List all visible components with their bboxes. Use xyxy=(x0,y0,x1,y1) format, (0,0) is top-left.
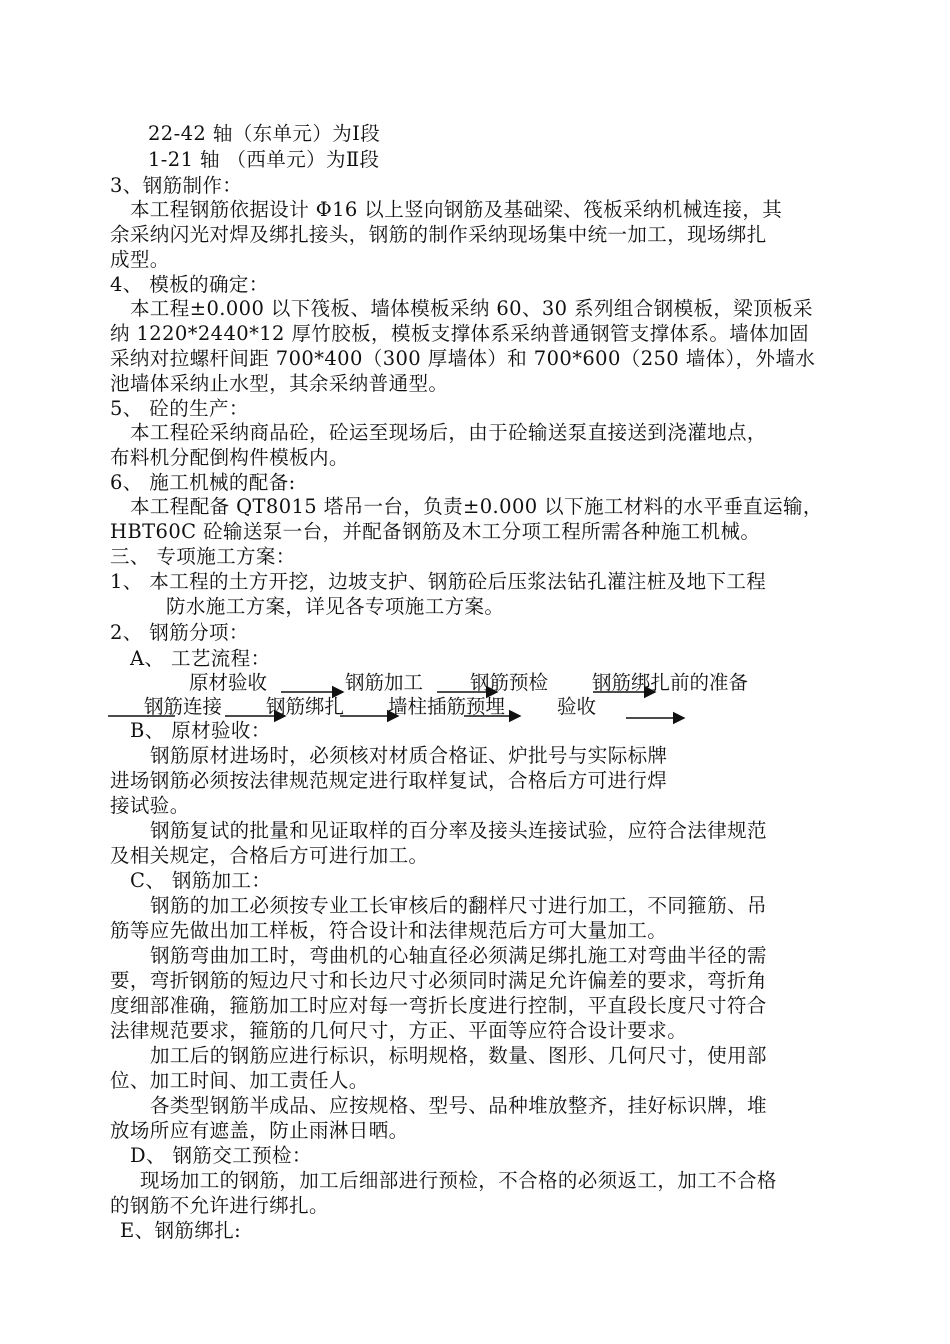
text-line: HBT60C 砼输送泵一台，并配备钢筋及木工分项工程所需各种施工机械。 xyxy=(110,520,761,543)
section-heading: 2、 钢筋分项： xyxy=(110,621,249,644)
text-line: 钢筋的加工必须按专业工长审核后的翻样尺寸进行加工，不同箍筋、吊 xyxy=(150,894,767,917)
flow-step-acceptance: 验收 xyxy=(557,695,597,718)
text-line: 钢筋复试的批量和见证取样的百分率及接头连接试验，应符合法律规范 xyxy=(150,819,767,842)
text-line: 余采纳闪光对焊及绑扎接头，钢筋的制作采纳现场集中统一加工，现场绑扎 xyxy=(110,223,767,246)
text-line: 钢筋弯曲加工时，弯曲机的心轴直径必须满足绑扎施工对弯曲半径的需 xyxy=(150,944,767,967)
flow-step-rebar-precheck: 钢筋预检 xyxy=(470,671,549,694)
text-line: 钢筋原材进场时，必须核对材质合格证、炉批号与实际标牌 xyxy=(150,744,668,767)
text-line: 要，弯折钢筋的短边尺寸和长边尺寸必须同时满足允许偏差的要求，弯折角 xyxy=(110,969,767,992)
section-heading: 3、钢筋制作： xyxy=(110,174,243,197)
flow-step-prep-before-binding: 钢筋绑扎前的准备 xyxy=(592,671,749,694)
text-line: 成型。 xyxy=(110,248,170,271)
text-line: 各类型钢筋半成品、应按规格、型号、品种堆放整齐，挂好标识牌，堆 xyxy=(150,1094,767,1117)
text-line: 的钢筋不允许进行绑扎。 xyxy=(110,1194,329,1217)
subsection-heading: B、 原材验收： xyxy=(130,719,271,742)
section-heading: 6、 施工机械的配备: xyxy=(110,471,296,494)
text-line: 1-21 轴 （西单元）为Ⅱ段 xyxy=(148,148,380,171)
text-line: 1、 本工程的土方开挖，边坡支护、钢筋砼后压浆法钻孔灌注桩及地下工程 xyxy=(110,570,767,593)
text-line: 度细部准确，箍筋加工时应对每一弯折长度进行控制，平直段长度尺寸符合 xyxy=(110,994,767,1017)
flow-step-rebar-connection: 钢筋连接 xyxy=(144,695,223,718)
flow-step-raw-material-acceptance: 原材验收 xyxy=(189,671,268,694)
text-line: 布料机分配倒构件模板内。 xyxy=(110,446,349,469)
text-line: 本工程±0.000 以下筏板、墙体模板采纳 60、30 系列组合钢模板，梁顶板采 xyxy=(130,297,813,320)
text-line: 接试验。 xyxy=(110,794,190,817)
flow-step-embedded-dowels: 墙柱插筋预埋 xyxy=(388,695,506,718)
section-heading: 5、 砼的生产： xyxy=(110,397,249,420)
text-line: 本工程钢筋依据设计 Φ16 以上竖向钢筋及基础梁、筏板采纳机械连接，其 xyxy=(130,198,783,221)
text-line: 池墙体采纳止水型，其余采纳普通型。 xyxy=(110,372,449,395)
section-heading: 三、 专项施工方案： xyxy=(110,545,296,568)
text-line: 纳 1220*2440*12 厚竹胶板，模板支撑体系采纳普通钢管支撑体系。墙体加固 xyxy=(110,322,809,345)
subsection-heading: D、 钢筋交工预检： xyxy=(130,1144,312,1167)
section-heading: 4、 模板的确定： xyxy=(110,273,269,296)
text-line: 放场所应有遮盖，防止雨淋日晒。 xyxy=(110,1119,409,1142)
text-line: 采纳对拉螺杆间距 700*400（300 厚墙体）和 700*600（250 墙体），外墙水 xyxy=(110,347,816,370)
text-line: 及相关规定，合格后方可进行加工。 xyxy=(110,844,429,867)
text-line: 进场钢筋必须按法律规范规定进行取样复试，合格后方可进行焊 xyxy=(110,769,668,792)
text-line: 位、加工时间、加工责任人。 xyxy=(110,1069,369,1092)
text-line: 防水施工方案，详见各专项施工方案。 xyxy=(166,595,505,618)
subsection-heading: E、钢筋绑扎: xyxy=(120,1219,242,1242)
text-line: 加工后的钢筋应进行标识，标明规格，数量、图形、几何尺寸，使用部 xyxy=(150,1044,767,1067)
text-line: 本工程砼采纳商品砼，砼运至现场后，由于砼输送泵直接送到浇灌地点， xyxy=(130,421,767,444)
text-line: 法律规范要求，箍筋的几何尺寸，方正、平面等应符合设计要求。 xyxy=(110,1019,688,1042)
subsection-heading: A、 工艺流程： xyxy=(130,647,271,670)
text-line: 现场加工的钢筋，加工后细部进行预检，不合格的必须返工，加工不合格 xyxy=(140,1169,777,1192)
text-line: 本工程配备 QT8015 塔吊一台，负责±0.000 以下施工材料的水平垂直运输， xyxy=(130,495,823,518)
flow-step-rebar-binding: 钢筋绑扎 xyxy=(266,695,345,718)
text-line: 筋等应先做出加工样板，符合设计和法律规范后方可大量加工。 xyxy=(110,919,668,942)
text-line: 22-42 轴（东单元）为Ⅰ段 xyxy=(148,122,381,145)
subsection-heading: C、 钢筋加工： xyxy=(130,869,272,892)
flow-step-rebar-processing: 钢筋加工 xyxy=(345,671,424,694)
